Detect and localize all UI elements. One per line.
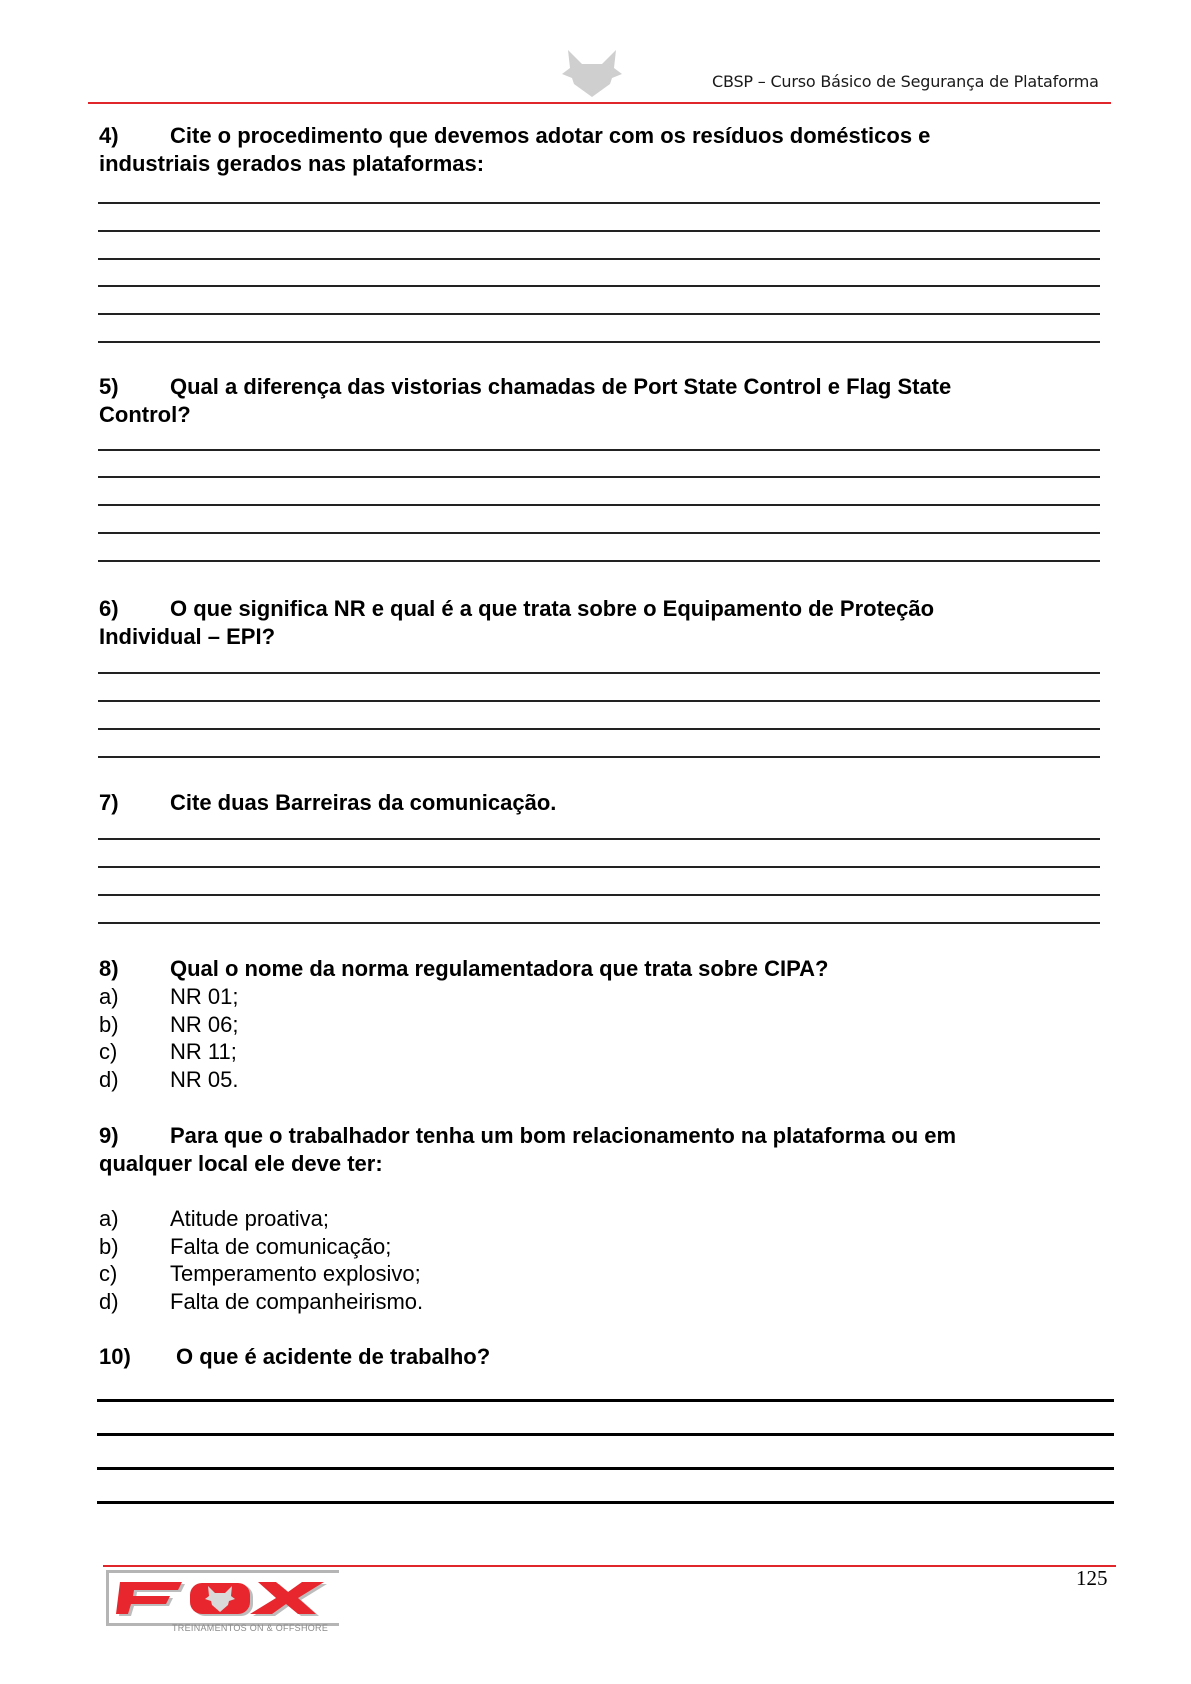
answer-line[interactable] <box>98 728 1100 730</box>
question-text: Para que o trabalhador tenha um bom relacionamento na plataforma ou em <box>170 1123 957 1148</box>
page-number: 125 <box>1076 1566 1108 1590</box>
option-letter: b) <box>99 1233 119 1259</box>
question-9-options <box>99 1205 423 1315</box>
question-5 <box>99 373 951 429</box>
question-8 <box>99 955 829 983</box>
answer-line[interactable] <box>98 672 1100 674</box>
option-c[interactable] <box>99 1038 238 1066</box>
answer-line[interactable] <box>98 476 1100 478</box>
option-text: NR 11; <box>170 1039 237 1064</box>
question-9 <box>99 1122 956 1178</box>
option-letter: a) <box>99 1206 119 1231</box>
answer-line[interactable] <box>97 1467 1114 1470</box>
option-b[interactable] <box>99 1011 238 1039</box>
option-letter: d) <box>99 1066 119 1092</box>
option-text: NR 05. <box>170 1066 239 1092</box>
footer-divider <box>103 1565 1116 1567</box>
answer-line[interactable] <box>98 202 1100 204</box>
answer-line[interactable] <box>98 285 1100 287</box>
question-7 <box>99 789 556 817</box>
document-header-title: CBSP – Curso Básico de Segurança de Plataforma <box>712 72 1099 91</box>
option-letter: c) <box>99 1261 118 1286</box>
question-text: Cite duas Barreiras da comunicação. <box>170 790 557 815</box>
option-text: NR 01; <box>170 984 239 1009</box>
option-d[interactable] <box>99 1288 423 1316</box>
option-b[interactable] <box>99 1233 423 1261</box>
fox-logo <box>106 1570 342 1636</box>
option-c[interactable] <box>99 1260 423 1288</box>
question-text-continued: Individual – EPI? <box>99 624 276 649</box>
option-text: Atitude proativa; <box>170 1206 329 1231</box>
question-number: 4) <box>99 123 119 148</box>
question-10 <box>99 1343 490 1371</box>
option-letter: a) <box>99 984 119 1009</box>
answer-line[interactable] <box>97 1399 1114 1402</box>
answer-line[interactable] <box>98 838 1100 840</box>
answer-line[interactable] <box>98 449 1100 451</box>
option-letter: c) <box>99 1039 118 1064</box>
question-text: Qual o nome da norma regulamentadora que trata sobre CIPA? <box>170 956 829 981</box>
header-fox-watermark <box>560 48 624 98</box>
answer-line[interactable] <box>98 313 1100 315</box>
question-8-options <box>99 983 238 1093</box>
question-text: O que é acidente de trabalho? <box>176 1344 491 1369</box>
question-text: Qual a diferença das vistorias chamadas de Port State Control e Flag State <box>170 374 952 399</box>
option-text: Falta de comunicação; <box>170 1233 392 1259</box>
question-number: 8) <box>99 956 119 981</box>
question-text-continued: qualquer local ele deve ter: <box>99 1151 383 1176</box>
question-number: 5) <box>99 374 119 399</box>
header-divider <box>88 102 1111 104</box>
question-text: Cite o procedimento que devemos adotar com os resíduos domésticos e <box>170 123 931 148</box>
answer-line[interactable] <box>98 894 1100 896</box>
logo-wordmark <box>116 1578 336 1618</box>
question-6 <box>99 595 934 651</box>
question-text-continued: Control? <box>99 402 191 427</box>
answer-line[interactable] <box>97 1501 1114 1504</box>
option-text: Temperamento explosivo; <box>170 1261 421 1286</box>
option-text: NR 06; <box>170 1011 239 1037</box>
question-number: 10) <box>99 1344 131 1369</box>
answer-line[interactable] <box>98 922 1100 924</box>
question-text-continued: industriais gerados nas plataformas: <box>99 151 485 176</box>
answer-line[interactable] <box>98 700 1100 702</box>
question-number: 9) <box>99 1123 119 1148</box>
answer-line[interactable] <box>98 866 1100 868</box>
option-letter: b) <box>99 1011 119 1037</box>
option-a[interactable] <box>99 1205 423 1233</box>
fox-head-icon <box>560 48 624 98</box>
answer-line[interactable] <box>98 756 1100 758</box>
option-d[interactable] <box>99 1066 238 1094</box>
question-text: O que significa NR e qual é a que trata sobre o Equipamento de Proteção <box>170 596 935 621</box>
answer-line[interactable] <box>98 560 1100 562</box>
answer-line[interactable] <box>98 258 1100 260</box>
question-number: 7) <box>99 790 119 815</box>
option-a[interactable] <box>99 983 238 1011</box>
answer-line[interactable] <box>98 504 1100 506</box>
answer-line[interactable] <box>98 532 1100 534</box>
option-text: Falta de companheirismo. <box>170 1288 424 1314</box>
answer-line[interactable] <box>98 230 1100 232</box>
answer-line[interactable] <box>98 341 1100 343</box>
question-4 <box>99 122 930 178</box>
answer-line[interactable] <box>97 1433 1114 1436</box>
question-number: 6) <box>99 596 119 621</box>
logo-subtitle: TREINAMENTOS ON & OFFSHORE <box>172 1623 329 1633</box>
option-letter: d) <box>99 1288 119 1314</box>
